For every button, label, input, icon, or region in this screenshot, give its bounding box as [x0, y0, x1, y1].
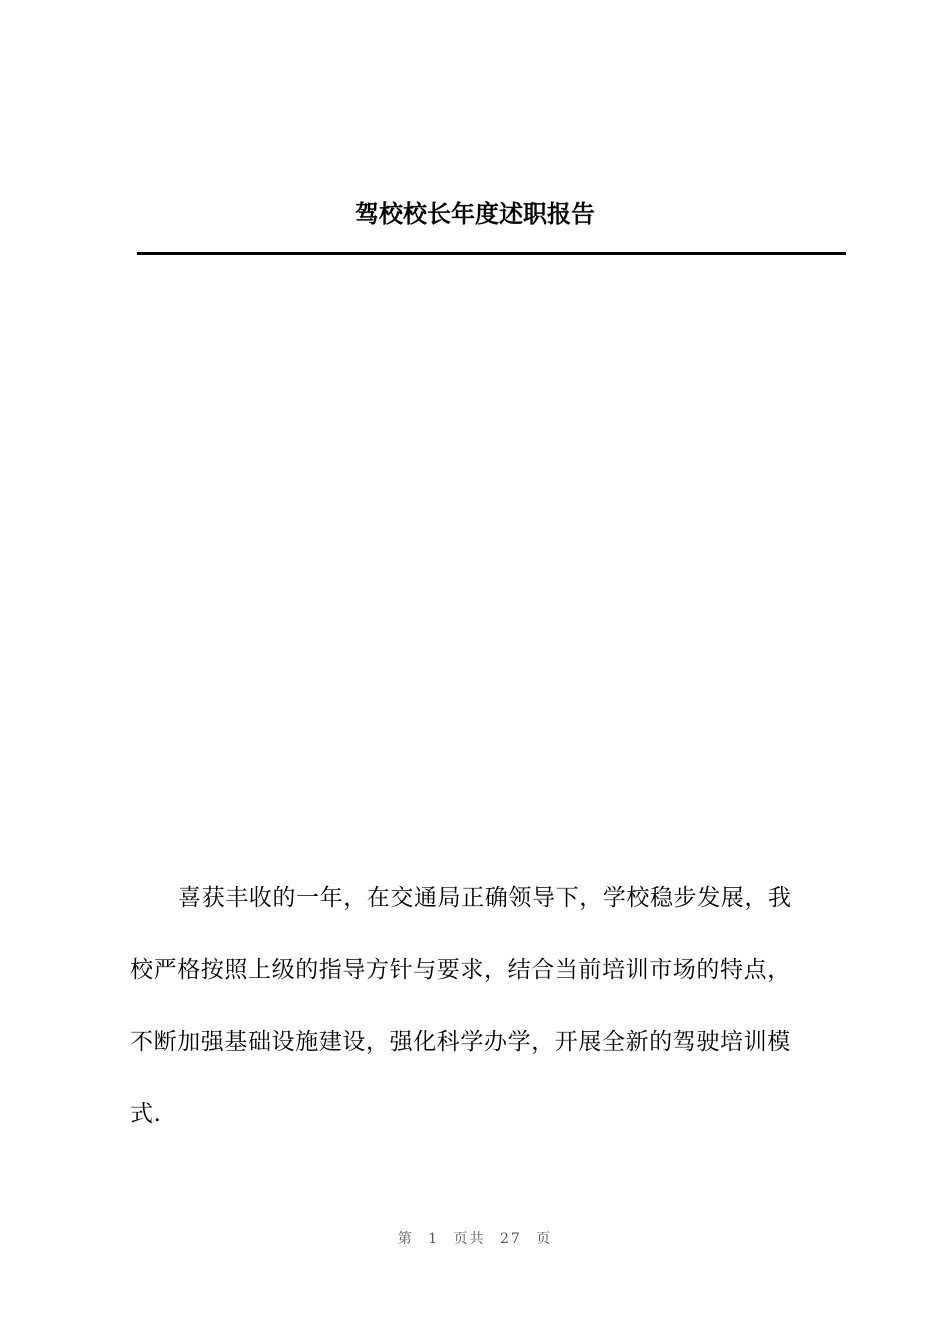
paragraph-line: 校严格按照上级的指导方针与要求，结合当前培训市场的特点，	[130, 957, 791, 983]
body-paragraph	[130, 862, 846, 1150]
paragraph-line: 式.	[130, 1101, 162, 1127]
paragraph-line: 不断加强基础设施建设，强化科学办学，开展全新的驾驶培训模	[130, 1029, 791, 1055]
document-title: 驾校校长年度述职报告	[355, 200, 595, 228]
page-number-footer: 第 1 页共 27 页	[397, 1231, 553, 1247]
paragraph-line: 喜获丰收的一年，在交通局正确领导下，学校稳步发展，我	[178, 885, 792, 911]
title-underline-rule	[137, 252, 846, 255]
